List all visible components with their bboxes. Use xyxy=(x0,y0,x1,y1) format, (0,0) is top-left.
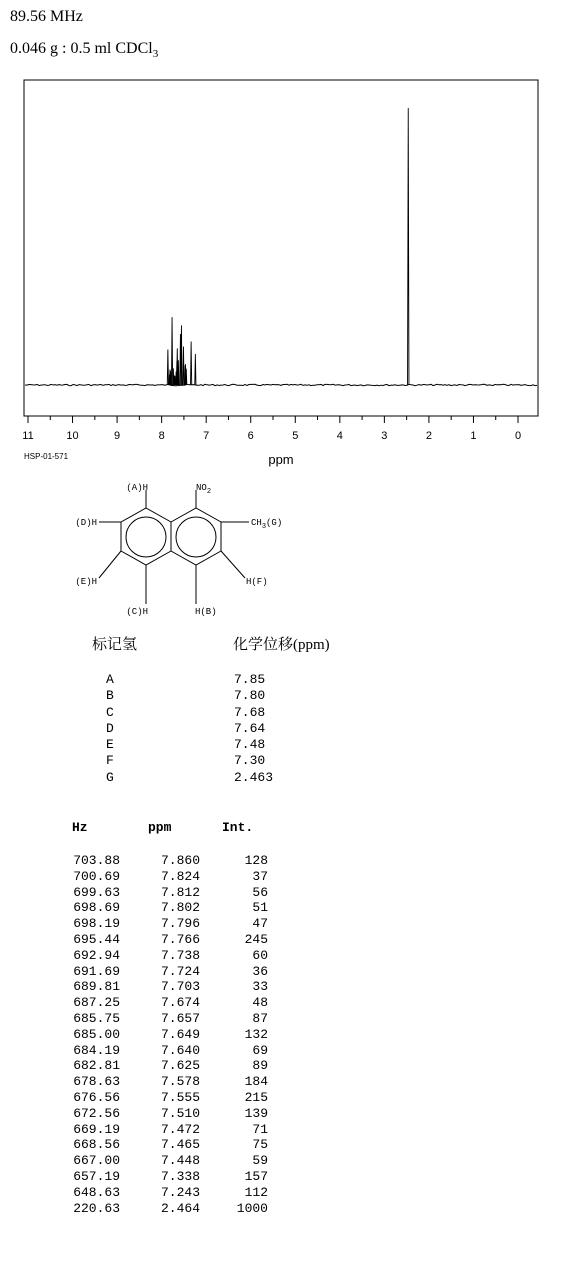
table-row xyxy=(66,995,268,1011)
shift-ppm: 7.555 xyxy=(160,1089,200,1105)
shift-ppm: 7.465 xyxy=(160,1137,200,1153)
table-row xyxy=(66,1169,268,1185)
header-ppm: ppm xyxy=(148,820,172,835)
intensity: 87 xyxy=(252,1010,268,1026)
spectrum-baseline xyxy=(25,384,537,385)
shift-ppm: 7.796 xyxy=(160,916,200,932)
spectrometer-frequency: 89.56 MHz xyxy=(10,8,83,25)
spectrum-peak xyxy=(183,347,184,386)
intensity: 128 xyxy=(244,853,268,868)
table-row xyxy=(66,1153,268,1169)
ch3-g-label: (G) xyxy=(266,518,283,528)
table-row xyxy=(66,869,268,885)
hydrogen-label: A xyxy=(106,672,114,687)
sample-concentration xyxy=(10,40,158,60)
label-a: (A)H xyxy=(126,483,148,493)
assignment-row xyxy=(106,770,273,786)
sample-subscript: 3 xyxy=(152,48,159,61)
nitro-text: NO xyxy=(196,483,207,493)
chemical-shift: 7.48 xyxy=(234,737,266,753)
assignment-header-label: 标记氢 xyxy=(92,637,138,653)
right-aromatic-circle xyxy=(176,517,216,557)
intensity: 184 xyxy=(244,1074,268,1090)
x-tick-label: 8 xyxy=(158,430,165,442)
intensity: 37 xyxy=(252,868,268,884)
shift-ppm: 7.674 xyxy=(160,995,200,1011)
intensity: 56 xyxy=(252,884,268,900)
intensity: 71 xyxy=(252,1121,268,1137)
frequency-hz: 692.94 xyxy=(73,947,120,963)
header-intensity: Int. xyxy=(222,820,254,835)
shift-ppm: 7.824 xyxy=(160,868,200,884)
intensity: 75 xyxy=(252,1137,268,1153)
shift-ppm: 2.464 xyxy=(160,1200,200,1216)
ring-bonds xyxy=(99,490,249,604)
assignment-row xyxy=(106,721,273,737)
table-row xyxy=(66,853,268,869)
chemical-shift: 7.80 xyxy=(234,688,266,704)
frequency-hz: 685.00 xyxy=(73,1026,120,1042)
intensity: 112 xyxy=(244,1184,268,1200)
intensity: 60 xyxy=(252,947,268,963)
intensity: 51 xyxy=(252,900,268,916)
chemical-shift: 7.68 xyxy=(234,704,266,720)
label-ch3 xyxy=(251,518,282,531)
shift-ppm: 7.448 xyxy=(160,1153,200,1169)
intensity: 48 xyxy=(252,995,268,1011)
shift-ppm: 7.625 xyxy=(160,1058,200,1074)
shift-ppm: 7.860 xyxy=(160,853,200,868)
spectrum-peak xyxy=(171,317,172,385)
frequency-hz: 678.63 xyxy=(73,1074,120,1090)
shift-ppm: 7.802 xyxy=(160,900,200,916)
frequency-hz: 672.56 xyxy=(73,1105,120,1121)
x-tick-label: 10 xyxy=(66,430,79,442)
frequency-hz: 685.75 xyxy=(73,1010,120,1026)
x-tick-label: 9 xyxy=(114,430,121,442)
table-row xyxy=(66,1137,268,1153)
assignment-row xyxy=(106,753,273,769)
table-row xyxy=(66,1201,268,1217)
shift-ppm: 7.724 xyxy=(160,963,200,979)
frequency-hz: 703.88 xyxy=(73,853,120,868)
intensity: 47 xyxy=(252,916,268,932)
frequency-hz: 691.69 xyxy=(73,963,120,979)
bond-f xyxy=(221,551,245,578)
table-row xyxy=(66,948,268,964)
frequency-hz: 682.81 xyxy=(73,1058,120,1074)
frequency-hz: 657.19 xyxy=(73,1168,120,1184)
hydrogen-label: B xyxy=(106,688,114,704)
intensity: 59 xyxy=(252,1153,268,1169)
chemical-shift: 2.463 xyxy=(234,769,274,785)
shift-ppm: 7.657 xyxy=(160,1010,200,1026)
table-row xyxy=(66,885,268,901)
x-tick-label: 11 xyxy=(22,430,34,442)
label-b: H(B) xyxy=(195,607,217,617)
frequency-hz: 698.19 xyxy=(73,916,120,932)
label-f: H(F) xyxy=(246,577,268,587)
x-tick-label: 5 xyxy=(292,430,299,442)
plot-frame xyxy=(24,80,538,416)
table-row xyxy=(66,1106,268,1122)
spectrum-peak xyxy=(167,350,168,386)
shift-ppm: 7.338 xyxy=(160,1168,200,1184)
shift-ppm: 7.766 xyxy=(160,931,200,947)
intensity: 36 xyxy=(252,963,268,979)
shift-ppm: 7.812 xyxy=(160,884,200,900)
x-tick-label: 2 xyxy=(425,430,432,442)
frequency-hz: 700.69 xyxy=(73,868,120,884)
hydrogen-label: D xyxy=(106,720,114,736)
shift-ppm: 7.703 xyxy=(160,979,200,995)
frequency-hz: 220.63 xyxy=(73,1200,120,1216)
frequency-hz: 668.56 xyxy=(73,1137,120,1153)
header-hz: Hz xyxy=(72,820,88,835)
intensity: 1000 xyxy=(236,1200,268,1216)
label-e: (E)H xyxy=(75,577,97,587)
peak-table-header xyxy=(72,820,253,835)
spectrum-peak xyxy=(181,325,182,385)
assignment-row xyxy=(106,705,273,721)
left-aromatic-circle xyxy=(126,517,166,557)
table-row xyxy=(66,1027,268,1043)
intensity: 69 xyxy=(252,1042,268,1058)
shift-ppm: 7.640 xyxy=(160,1042,200,1058)
ch3-subscript: 3 xyxy=(261,523,267,531)
shift-ppm: 7.510 xyxy=(160,1105,200,1121)
spectrum-peak xyxy=(195,354,196,385)
hydrogen-label: G xyxy=(106,769,114,785)
table-row xyxy=(66,900,268,916)
molecule-structure xyxy=(55,478,315,623)
frequency-hz: 684.19 xyxy=(73,1042,120,1058)
intensity: 139 xyxy=(244,1105,268,1121)
table-row xyxy=(66,1090,268,1106)
frequency-hz: 676.56 xyxy=(73,1089,120,1105)
nitro-subscript: 2 xyxy=(206,488,212,496)
x-tick-label: 0 xyxy=(514,430,522,442)
frequency-hz: 699.63 xyxy=(73,884,120,900)
table-row xyxy=(66,1074,268,1090)
table-row xyxy=(66,964,268,980)
peak-table xyxy=(66,853,268,1216)
x-tick-label: 4 xyxy=(336,430,343,442)
table-row xyxy=(66,1058,268,1074)
assignment-row xyxy=(106,688,273,704)
shift-ppm: 7.738 xyxy=(160,947,200,963)
shift-ppm: 7.578 xyxy=(160,1074,200,1090)
frequency-hz: 695.44 xyxy=(73,931,120,947)
label-nitro xyxy=(196,483,211,496)
table-row xyxy=(66,916,268,932)
frequency-hz: 698.69 xyxy=(73,900,120,916)
assignment-row xyxy=(106,737,273,753)
shift-ppm: 7.243 xyxy=(160,1184,200,1200)
table-row xyxy=(66,979,268,995)
label-d: (D)H xyxy=(75,518,97,528)
assignment-table xyxy=(106,672,273,786)
spectrum-code: HSP-01-571 xyxy=(24,452,69,461)
x-tick-label: 6 xyxy=(247,430,254,442)
chemical-shift: 7.64 xyxy=(234,720,266,736)
x-tick-label: 7 xyxy=(203,430,210,442)
frequency-hz: 689.81 xyxy=(73,979,120,995)
x-tick-label: 1 xyxy=(470,430,477,442)
hydrogen-label: F xyxy=(106,753,114,769)
shift-ppm: 7.472 xyxy=(160,1121,200,1137)
frequency-hz: 667.00 xyxy=(73,1153,120,1169)
table-row xyxy=(66,1011,268,1027)
ch3-text: CH xyxy=(251,518,262,528)
table-row xyxy=(66,1122,268,1138)
frequency-hz: 687.25 xyxy=(73,995,120,1011)
spectrum-peak xyxy=(408,108,409,385)
label-c: (C)H xyxy=(126,607,148,617)
frequency-hz: 669.19 xyxy=(73,1121,120,1137)
frequency-hz: 648.63 xyxy=(73,1184,120,1200)
chemical-shift: 7.30 xyxy=(234,753,266,769)
sample-text: 0.046 g : 0.5 ml CDCl xyxy=(10,40,153,57)
intensity: 245 xyxy=(244,931,268,947)
intensity: 157 xyxy=(244,1168,268,1184)
x-tick-label: 3 xyxy=(381,430,388,442)
table-row xyxy=(66,1185,268,1201)
intensity: 215 xyxy=(244,1089,268,1105)
nmr-spectrum-chart xyxy=(0,70,570,470)
x-axis-label: ppm xyxy=(268,452,294,467)
chemical-shift: 7.85 xyxy=(234,672,266,687)
spectrum-peak xyxy=(191,342,192,386)
hydrogen-label: E xyxy=(106,737,114,753)
table-row xyxy=(66,932,268,948)
assignment-row xyxy=(106,672,273,688)
intensity: 89 xyxy=(252,1058,268,1074)
shift-ppm: 7.649 xyxy=(160,1026,200,1042)
x-axis xyxy=(22,416,538,442)
hydrogen-label: C xyxy=(106,704,114,720)
table-row xyxy=(66,1043,268,1059)
bond-e xyxy=(99,551,121,578)
intensity: 132 xyxy=(244,1026,268,1042)
spectrum-peaks xyxy=(167,108,409,385)
intensity: 33 xyxy=(252,979,268,995)
assignment-header-shift: 化学位移(ppm) xyxy=(233,637,330,653)
